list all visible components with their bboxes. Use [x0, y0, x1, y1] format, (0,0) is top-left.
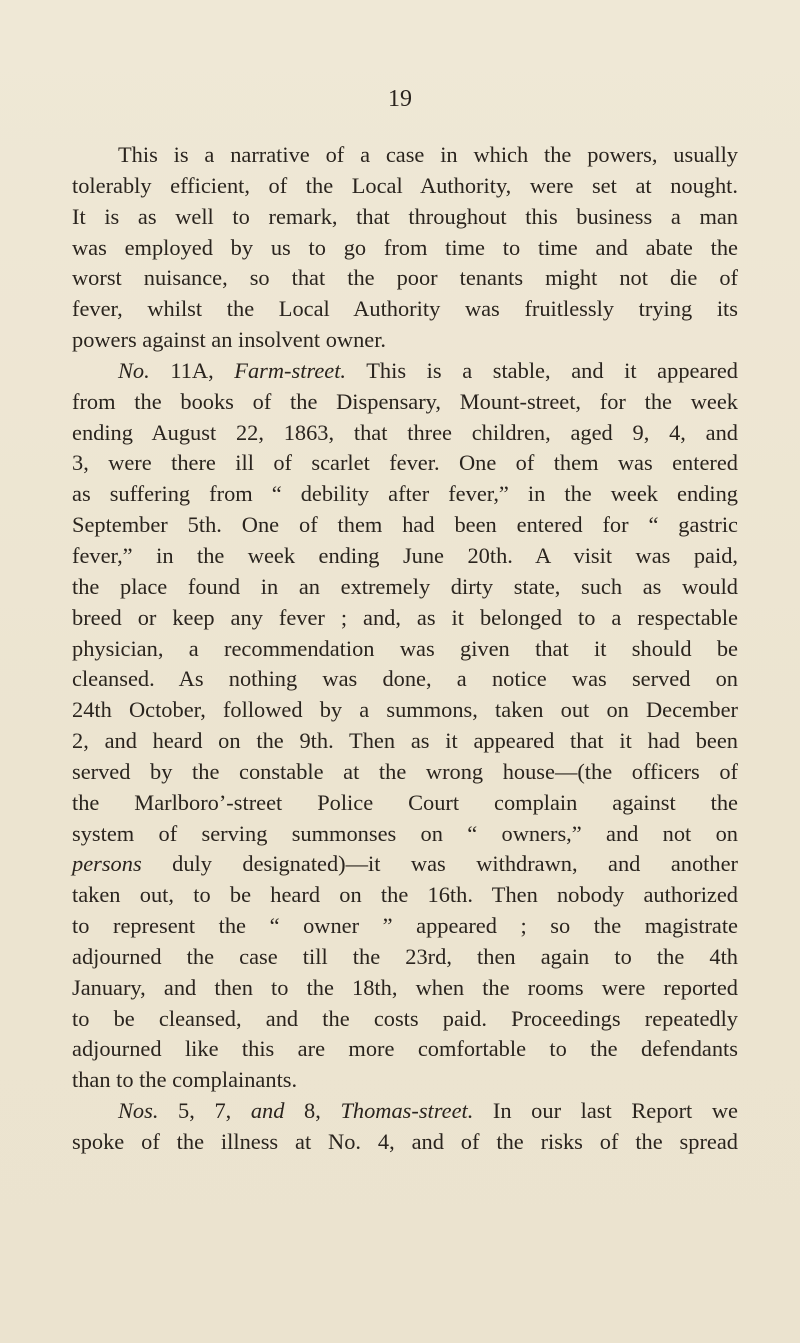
- page-number: 19: [388, 86, 412, 112]
- text-line: adjourned the case till the 23rd, then again to the 4th: [72, 943, 738, 969]
- text-line: [72, 356, 738, 387]
- text-line: to represent the “ owner ” appeared ; so the magistrate: [72, 913, 738, 939]
- text-line: adjourned like this are more comfortable to the defendants: [72, 1036, 738, 1062]
- text-line: system of serving summonses on “ owners,” and not on: [72, 820, 738, 846]
- street-name: Farm-street.: [234, 357, 347, 383]
- text-line: ending August 22, 1863, that three children, aged 9, 4, and: [72, 419, 738, 445]
- text-line: 24th October, followed by a summons, taken out on December: [72, 697, 738, 723]
- entry-number: 11: [149, 357, 192, 383]
- text-run: In our last Report we: [473, 1098, 738, 1124]
- text-line: September 5th. One of them had been entered for “ gastric: [72, 512, 738, 538]
- paragraph-2: [72, 356, 738, 1096]
- paragraph-1: [72, 140, 738, 356]
- text-line: 2, and heard on the 9th. Then as it appeared that it had been: [72, 728, 738, 754]
- text-line: [72, 849, 738, 880]
- text-line: as suffering from “ debility after fever,” in the week ending: [72, 481, 738, 507]
- text-run: duly designated)—it was withdrawn, and another: [141, 851, 738, 877]
- text-line: was employed by us to go from time to time and abate the: [72, 234, 738, 260]
- text-line: the place found in an extremely dirty state, such as would: [72, 573, 738, 599]
- text-line: than to the complainants.: [72, 1067, 298, 1093]
- text-line: physician, a recommendation was given that it should be: [72, 635, 738, 661]
- text-line: fever, whilst the Local Authority was fruitlessly trying its: [72, 296, 738, 322]
- text-line: [72, 1096, 738, 1127]
- text-line: served by the constable at the wrong house—(the officers of: [72, 758, 738, 784]
- italic-word: persons: [72, 851, 142, 877]
- entry-label: Nos.: [118, 1098, 159, 1124]
- text-line: the Marlboro’-street Police Court complain against the: [72, 789, 738, 815]
- text-line: to be cleansed, and the costs paid. Proceedings repeatedly: [72, 1005, 738, 1031]
- text-line: taken out, to be heard on the 16th. Then nobody authorized: [72, 882, 738, 908]
- entry-suffix: A: [191, 357, 209, 383]
- text-line: It is as well to remark, that throughout this business a man: [72, 203, 738, 229]
- paragraph-3: [72, 1096, 738, 1158]
- entry-separator: ,: [208, 357, 235, 383]
- text-line: 3, were there ill of scarlet fever. One of them was entered: [72, 450, 738, 476]
- body-text: [72, 140, 738, 1158]
- text-line: January, and then to the 18th, when the rooms were reported: [72, 974, 738, 1000]
- entry-numbers: 5, 7,: [158, 1098, 251, 1124]
- text-line: breed or keep any fever ; and, as it belonged to a respectable: [72, 604, 738, 630]
- text-line: from the books of the Dispensary, Mount-street, for the week: [72, 388, 738, 414]
- text-line: cleansed. As nothing was done, a notice was served on: [72, 666, 738, 692]
- text-line: spoke of the illness at No. 4, and of the risks of the spread: [72, 1129, 738, 1154]
- text-line: worst nuisance, so that the poor tenants might not die of: [72, 265, 738, 291]
- text-line: fever,” in the week ending June 20th. A visit was paid,: [72, 542, 738, 568]
- entry-label: No.: [118, 357, 150, 383]
- text-line: This is a narrative of a case in which the powers, usually: [118, 142, 738, 167]
- text-line: tolerably efficient, of the Local Authority, were set at nought.: [72, 172, 738, 198]
- text-line: powers against an insolvent owner.: [72, 327, 387, 353]
- text-run: This is a stable, and it appeared: [346, 357, 738, 383]
- entry-numbers: 8,: [284, 1098, 341, 1124]
- street-name: Thomas-street.: [340, 1098, 474, 1124]
- conjunction: and: [250, 1098, 285, 1124]
